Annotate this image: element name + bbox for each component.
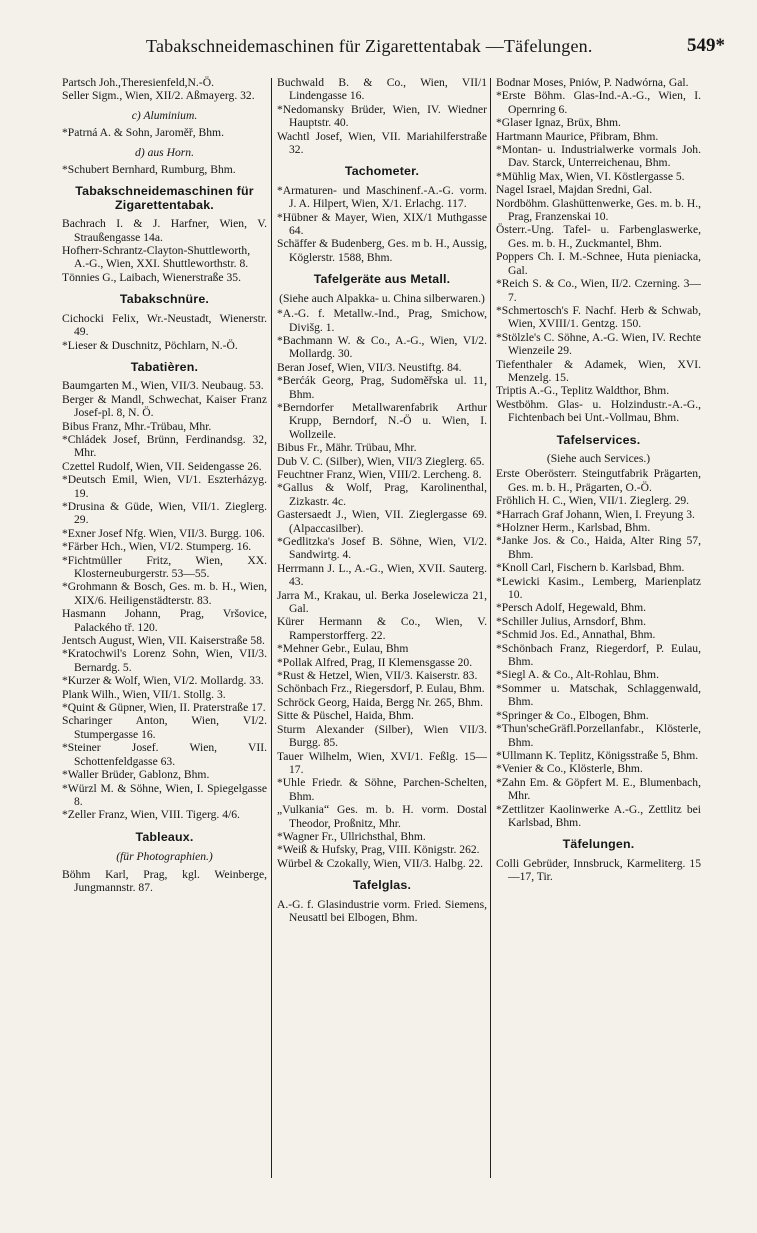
- page-number: 549*: [687, 35, 725, 56]
- directory-entry: *Bachmann W. & Co., A.-G., Wien, VI/2. Mollardg. 30.: [277, 333, 487, 361]
- column-middle: [277, 76, 487, 924]
- running-title: Tabakschneidemaschinen für Zigarettentabak —Täfelungen.: [146, 36, 593, 56]
- directory-entry: *Berndorfer Metallwarenfabrik Arthur Krupp, Berndorf, N.-Ö u. Wien, I. Wollzeile.: [277, 400, 487, 441]
- directory-entry: *Würzl M. & Söhne, Wien, I. Spiegelgasse 8.: [62, 781, 267, 808]
- directory-entry: *Steiner Josef. Wien, VII. Schottenfeldgasse 63.: [62, 741, 267, 768]
- directory-entry: *A.-G. f. Metallw.-Ind., Prag, Smichow, Divišg. 1.: [277, 307, 487, 334]
- directory-entry: Gastersaedt J., Wien, VII. Zieglergasse 69. (Alpaccasilber).: [277, 508, 487, 535]
- section-heading: Tabatièren.: [130, 359, 199, 374]
- subsection-label: (für Photographien.): [116, 850, 213, 864]
- directory-entry: *Persch Adolf, Hegewald, Bhm.: [496, 601, 647, 615]
- directory-entry: Herrmann J. L., A.-G., Wien, XVII. Sauterg. 43.: [277, 561, 487, 589]
- directory-entry: *Chládek Josef, Brünn, Ferdinandsg. 32, Mhr.: [62, 432, 267, 460]
- directory-entry: Partsch Joh.,Theresienfeld,N.-Ö.: [62, 76, 214, 89]
- directory-entry: Buchwald B. & Co., Wien, VII/1 Lindengasse 16.: [277, 76, 487, 103]
- directory-entry: Seller Sigm., Wien, XII/2. Aßmayerg. 32.: [62, 89, 255, 103]
- directory-entry: *Nedomansky Brüder, Wien, IV. Wiedner Hauptstr. 40.: [277, 102, 487, 130]
- directory-entry: Fröhlich H. C., Wien, VII/1. Zieglerg. 29.: [496, 494, 690, 508]
- directory-entry: *Exner Josef Nfg. Wien, VII/3. Burgg. 106.: [62, 526, 265, 540]
- directory-entry: *Springer & Co., Elbogen, Bhm.: [496, 708, 649, 722]
- directory-entry: Wachtl Josef, Wien, VII. Mariahilferstraße 32.: [277, 129, 487, 157]
- section-heading: Tableaux.: [135, 829, 194, 844]
- directory-entry: *Zettlitzer Kaolinwerke A.-G., Zettlitz bei Karlsbad, Bhm.: [496, 802, 701, 829]
- directory-entry: Tönnies G., Laibach, Wienerstraße 35.: [62, 270, 241, 284]
- directory-entry: *Armaturen- und Maschinenf.-A.-G. vorm. J. A. Hilpert, Wien, X/1. Erlachg. 117.: [277, 183, 487, 211]
- directory-entry: *Weiß & Hufsky, Prag, VIII. Königstr. 262.: [277, 843, 480, 857]
- directory-entry: A.-G. f. Glasindustrie vorm. Fried. Siemens, Neusattl bei Elbogen, Bhm.: [277, 897, 487, 924]
- directory-entry: Würbel & Czokally, Wien, VII/3. Halbg. 22.: [277, 856, 484, 870]
- directory-entry: *Kratochwil's Lorenz Sohn, Wien, VII/3. Bernardg. 5.: [62, 647, 267, 674]
- directory-entry: Jarra M., Krakau, ul. Berka Joselewicza 21, Gal.: [277, 588, 487, 616]
- directory-entry: *Knoll Carl, Fischern b. Karlsbad, Bhm.: [496, 561, 685, 575]
- section-heading: Tafelgeräte aus Metall.: [313, 272, 451, 287]
- directory-entry: *Deutsch Emil, Wien, VI/1. Eszterházyg. 19.: [62, 473, 267, 500]
- column-divider-right: [490, 78, 491, 1178]
- directory-entry: Schäffer & Budenberg, Ges. m b. H., Aussig, Köglerstr. 1588, Bhm.: [277, 237, 487, 264]
- directory-entry: *Gedlitzka's Josef B. Söhne, Wien, VI/2. Sandwirtg. 4.: [277, 535, 487, 562]
- directory-entry: Dub V. C. (Silber), Wien, VII/3 Zieglerg. 65.: [277, 454, 485, 468]
- directory-entry: Bachrach I. & J. Harfner, Wien, V. Straußengasse 14a.: [62, 217, 267, 244]
- directory-entry: *Lieser & Duschnitz, Pöchlarn, N.-Ö.: [62, 338, 238, 352]
- section-heading: Tafelglas.: [352, 878, 412, 893]
- directory-entry: „Vulkania“ Ges. m. b. H. vorm. Dostal Theodor, Proßnitz, Mhr.: [277, 803, 487, 830]
- directory-entry: Schönbach Frz., Riegersdorf, P. Eulau, Bhm.: [277, 682, 485, 696]
- directory-entry: Poppers Ch. I. M.-Schnee, Huta pieniacka, Gal.: [496, 250, 701, 277]
- directory-entry: *Schubert Bernhard, Rumburg, Bhm.: [62, 163, 236, 177]
- directory-entry: Beran Josef, Wien, VII/3. Neustiftg. 84.: [277, 360, 462, 374]
- directory-entry: Sitte & Püschel, Haida, Bhm.: [277, 709, 414, 723]
- directory-entry: *Gallus & Wolf, Prag, Karolinenthal, Zizkastr. 4c.: [277, 481, 487, 508]
- directory-entry: Böhm Karl, Prag, kgl. Weinberge, Jungmannstr. 87.: [62, 867, 267, 894]
- directory-entry: *Fichtmüller Fritz, Wien, XX. Klosterneuburgerstr. 53—55.: [62, 553, 267, 580]
- column-right: [496, 76, 701, 884]
- directory-entry: *Stölzle's C. Söhne, A.-G. Wien, IV. Rechte Wienzeile 29.: [496, 330, 701, 358]
- directory-entry: *Zahn Em. & Göpfert M. E., Blumenbach, Mhr.: [496, 775, 701, 803]
- directory-entry: Hasmann Johann, Prag, Vršovice, Palackého tř. 120.: [62, 607, 267, 634]
- directory-entry: *Drusina & Güde, Wien, VII/1. Zieglerg. 29.: [62, 499, 267, 527]
- directory-entry: Plank Wilh., Wien, VII/1. Stollg. 3.: [62, 687, 226, 701]
- directory-entry: Cichocki Felix, Wr.-Neustadt, Wienerstr. 49.: [62, 311, 267, 339]
- directory-entry: Colli Gebrüder, Innsbruck, Karmeliterg. 15—17, Tir.: [496, 856, 701, 884]
- directory-entry: *Quint & Güpner, Wien, II. Praterstraße 17.: [62, 701, 266, 715]
- directory-entry: *Färber Hch., Wien, VI/2. Stumperg. 16.: [62, 540, 252, 554]
- section-heading: Tabakschnüre.: [119, 292, 210, 307]
- directory-entry: *Ullmann K. Teplitz, Königsstraße 5, Bhm.: [496, 748, 699, 762]
- directory-entry: *Schönbach Franz, Riegerdorf, P. Eulau, Bhm.: [496, 641, 701, 669]
- directory-entry: *Mehner Gebr., Eulau, Bhm: [277, 642, 409, 656]
- directory-entry: Scharinger Anton, Wien, VI/2. Stumpergasse 16.: [62, 714, 267, 741]
- page-header: [62, 34, 735, 64]
- subsection-label: c) Aluminium.: [131, 108, 198, 122]
- directory-entry: Österr.-Ung. Tafel- u. Farbenglaswerke, Ges. m. b. H., Zuckmantel, Bhm.: [496, 223, 701, 250]
- directory-entry: Feuchtner Franz, Wien, VIII/2. Lercheng. 8.: [277, 467, 482, 481]
- directory-entry: *Erste Böhm. Glas-Ind.-A.-G., Wien, I. Opernring 6.: [496, 89, 701, 116]
- directory-entry: Bibus Franz, Mhr.-Trübau, Mhr.: [62, 419, 212, 433]
- directory-entry: *Holzner Herm., Karlsbad, Bhm.: [496, 521, 651, 534]
- directory-entry: *Waller Brüder, Gablonz, Bhm.: [62, 768, 210, 782]
- directory-entry: Jentsch August, Wien, VII. Kaiserstraße 58.: [62, 634, 265, 648]
- directory-entry: Nagel Israel, Majdan Sredni, Gal.: [496, 183, 653, 197]
- directory-entry: Bodnar Moses, Pniów, P. Nadwórna, Gal.: [496, 76, 689, 89]
- directory-entry: Sturm Alexander (Silber), Wien VII/3. Burgg. 85.: [277, 722, 487, 750]
- directory-entry: *Berćák Georg, Prag, Sudoměřska ul. 11, Bhm.: [277, 374, 487, 401]
- subsection-label: d) aus Horn.: [135, 145, 194, 159]
- section-heading: Tafelservices.: [556, 432, 641, 447]
- directory-entry: Triptis A.-G., Teplitz Waldthor, Bhm.: [496, 384, 670, 398]
- column-left: [62, 76, 267, 894]
- cross-reference-note: (Siehe auch Services.): [546, 451, 651, 465]
- directory-entry: Nordböhm. Glashüttenwerke, Ges. m. b. H., Prag, Franzenskai 10.: [496, 196, 701, 224]
- directory-entry: *Schmid Jos. Ed., Annathal, Bhm.: [496, 628, 656, 642]
- directory-entry: *Rust & Hetzel, Wien, VII/3. Kaiserstr. 83.: [277, 669, 478, 683]
- directory-entry: Westböhm. Glas- u. Holzindustr.-A.-G., Fichtenbach bei Unt.-Vollmau, Bhm.: [496, 397, 701, 425]
- directory-entry: *Venier & Co., Klösterle, Bhm.: [496, 762, 643, 776]
- section-heading: Tabakschneidemaschinen für Zigarettentabak.: [75, 184, 254, 212]
- directory-entry: Erste Oberösterr. Steingutfabrik Prägarten, Ges. m. b. H., Prägarten, O.-Ö.: [496, 467, 701, 494]
- directory-entry: *Siegl A. & Co., Alt-Rohlau, Bhm.: [496, 668, 659, 682]
- directory-entry: Baumgarten M., Wien, VII/3. Neubaug. 53.: [62, 379, 264, 393]
- directory-entry: Hofherr-Schrantz-Clayton-Shuttleworth, A.-G., Wien, XXI. Shuttleworthstr. 8.: [62, 244, 251, 271]
- directory-entry: *Grohmann & Bosch, Ges. m. b. H., Wien, XIX/6. Heiligenstädterstr. 83.: [62, 580, 267, 607]
- directory-entry: Tauer Wilhelm, Wien, XVI/1. Feßlg. 15—17.: [277, 749, 487, 776]
- directory-entry: Schröck Georg, Haida, Bergg Nr. 265, Bhm.: [277, 695, 483, 709]
- directory-entry: *Sommer u. Matschak, Schlaggenwald, Bhm.: [496, 681, 701, 709]
- directory-entry: *Thun'scheGräfl.Porzellanfabr., Klösterle, Bhm.: [496, 722, 701, 749]
- directory-entry: *Hübner & Mayer, Wien, XIX/1 Muthgasse 64.: [277, 210, 487, 238]
- directory-entry: *Montan- u. Industrialwerke vormals Joh. Dav. Starck, Unterreichenau, Bhm.: [496, 143, 701, 170]
- directory-columns: [62, 76, 735, 1233]
- directory-entry: *Janke Jos. & Co., Haida, Alter Ring 57, Bhm.: [496, 534, 701, 561]
- section-heading: Tachometer.: [344, 164, 420, 179]
- directory-entry: Hartmann Maurice, Přibram, Bhm.: [496, 129, 659, 143]
- directory-entry: *Mühlig Max, Wien, VI. Köstlergasse 5.: [496, 169, 685, 183]
- directory-entry: Kürer Hermann & Co., Wien, V. Ramperstorfferg. 22.: [277, 615, 487, 642]
- directory-entry: *Patrná A. & Sohn, Jaroměř, Bhm.: [62, 126, 224, 140]
- directory-entry: *Harrach Graf Johann, Wien, I. Freyung 3.: [496, 507, 695, 521]
- directory-entry: *Schmertosch's F. Nachf. Herb & Schwab, Wien, XVIII/1. Gentzg. 150.: [496, 303, 701, 331]
- cross-reference-note: (Siehe auch Alpakka- u. China silberwaren.): [279, 291, 485, 305]
- directory-entry: *Schiller Julius, Arnsdorf, Bhm.: [496, 614, 647, 628]
- directory-entry: *Glaser Ignaz, Brüx, Bhm.: [496, 116, 621, 130]
- column-divider-left: [271, 78, 272, 1178]
- directory-entry: Czettel Rudolf, Wien, VII. Seidengasse 26.: [62, 459, 262, 473]
- directory-entry: *Reich S. & Co., Wien, II/2. Czerning. 3—7.: [496, 277, 701, 304]
- directory-entry: *Kurzer & Wolf, Wien, VI/2. Mollardg. 33.: [62, 674, 264, 688]
- section-heading: Täfelungen.: [562, 837, 635, 852]
- directory-entry: Berger & Mandl, Schwechat, Kaiser Franz Josef-pl. 8, N. Ö.: [62, 392, 267, 420]
- directory-entry: *Pollak Alfred, Prag, II Klemensgasse 20.: [277, 655, 473, 669]
- directory-entry: Tiefenthaler & Adamek, Wien, XVI. Menzelg. 15.: [496, 357, 701, 384]
- directory-entry: *Wagner Fr., Ullrichsthal, Bhm.: [277, 829, 426, 843]
- directory-entry: *Uhle Friedr. & Söhne, Parchen-Schelten, Bhm.: [277, 776, 487, 803]
- directory-entry: *Lewicki Kasim., Lemberg, Marienplatz 10.: [496, 574, 701, 602]
- directory-entry: *Zeller Franz, Wien, VIII. Tigerg. 4/6.: [62, 808, 240, 822]
- directory-entry: Bibus Fr., Mähr. Trübau, Mhr.: [277, 441, 417, 455]
